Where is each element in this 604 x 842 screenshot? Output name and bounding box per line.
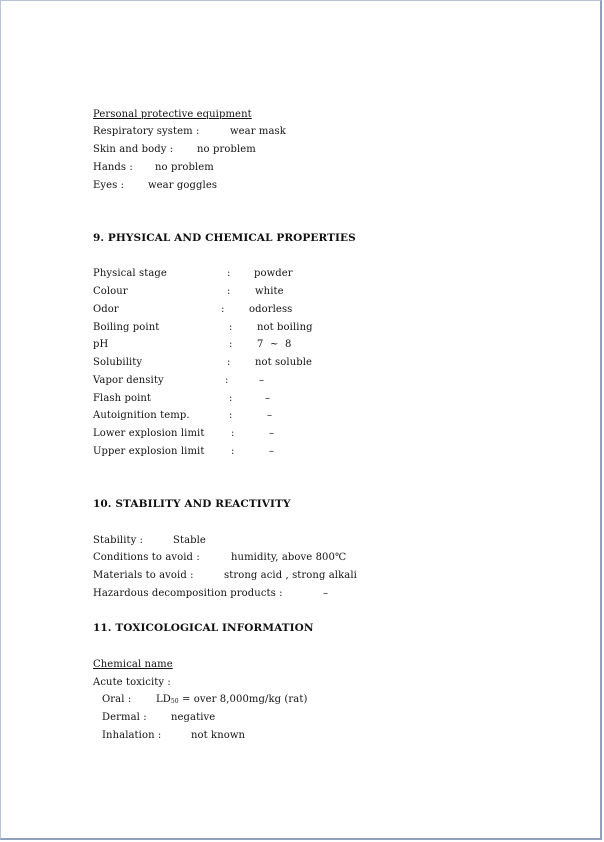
property-row — [93, 375, 264, 387]
property-row — [93, 393, 270, 405]
property-label: Lower explosion limit — [93, 428, 205, 439]
property-label: pH — [93, 339, 109, 350]
inhalation-value: not known — [191, 730, 246, 741]
property-label: Boiling point — [93, 322, 160, 333]
property-colon: : — [229, 322, 233, 333]
ppe-label: Eyes : — [93, 180, 125, 191]
stability-row — [93, 535, 206, 547]
ppe-label: Respiratory system : — [93, 126, 200, 137]
property-colon: : — [227, 357, 231, 368]
ppe-value: no problem — [197, 144, 256, 155]
acute-toxicity-label: Acute toxicity : — [93, 677, 171, 688]
property-colon: : — [229, 393, 233, 404]
stability-label: Materials to avoid : — [93, 570, 194, 581]
property-label: Odor — [93, 304, 119, 315]
ppe-label: Hands : — [93, 162, 133, 173]
ld-symbol: LD — [156, 694, 171, 705]
property-colon: : — [229, 339, 233, 350]
ld-value: = over 8,000mg/kg (rat) — [178, 694, 308, 705]
stability-value: – — [323, 588, 329, 599]
property-row — [93, 304, 292, 316]
ppe-label: Skin and body : — [93, 144, 174, 155]
ppe-hands — [93, 162, 214, 174]
property-row — [93, 410, 272, 422]
oral-label: Oral : — [102, 694, 132, 705]
ppe-value: no problem — [155, 162, 214, 173]
property-value: not soluble — [255, 357, 313, 368]
ppe-value: wear goggles — [148, 180, 218, 191]
property-row — [93, 446, 274, 458]
property-row — [93, 428, 274, 440]
property-value: – — [265, 393, 271, 404]
section-10-title: 10. STABILITY AND REACTIVITY — [93, 498, 291, 510]
property-value: – — [269, 428, 275, 439]
property-label: Physical stage — [93, 268, 167, 279]
property-label: Autoignition temp. — [93, 410, 190, 421]
property-value: not boiling — [257, 322, 313, 333]
section-11-title: 11. TOXICOLOGICAL INFORMATION — [93, 622, 314, 634]
property-value: 7 ~ 8 — [257, 339, 292, 350]
section-9-title: 9. PHYSICAL AND CHEMICAL PROPERTIES — [93, 232, 356, 244]
property-label: Solubility — [93, 357, 143, 368]
property-value: – — [267, 410, 273, 421]
property-value: powder — [254, 268, 293, 279]
property-colon: : — [231, 428, 235, 439]
ld-subscript: 50 — [170, 698, 179, 705]
ppe-respiratory — [93, 126, 286, 138]
property-row — [93, 268, 293, 280]
chemical-name-heading: Chemical name — [93, 659, 173, 670]
property-value: white — [255, 286, 284, 297]
property-label: Colour — [93, 286, 128, 297]
stability-row — [93, 552, 346, 564]
stability-value: humidity, above 800℃ — [231, 552, 347, 563]
property-row — [93, 322, 313, 334]
oral-row — [102, 694, 307, 708]
stability-row — [93, 570, 357, 582]
ppe-eyes — [93, 180, 217, 192]
stability-label: Conditions to avoid : — [93, 552, 200, 563]
property-value: odorless — [249, 304, 293, 315]
property-value: – — [259, 375, 265, 386]
ppe-value: wear mask — [230, 126, 286, 137]
property-colon: : — [221, 304, 225, 315]
property-colon: : — [225, 375, 229, 386]
property-row — [93, 286, 284, 298]
property-colon: : — [227, 268, 231, 279]
dermal-row — [102, 712, 215, 724]
stability-row — [93, 588, 328, 600]
property-colon: : — [231, 446, 235, 457]
property-label: Flash point — [93, 393, 152, 404]
ppe-skin-body — [93, 144, 256, 156]
property-label: Vapor density — [93, 375, 164, 386]
property-value: – — [269, 446, 275, 457]
ppe-heading: Personal protective equipment — [93, 109, 252, 120]
stability-label: Stability : — [93, 535, 144, 546]
oral-value — [156, 694, 307, 708]
inhalation-row — [102, 730, 245, 742]
property-row — [93, 357, 312, 369]
stability-value: Stable — [173, 535, 206, 546]
property-label: Upper explosion limit — [93, 446, 205, 457]
dermal-value: negative — [171, 712, 216, 723]
stability-label: Hazardous decomposition products : — [93, 588, 283, 599]
inhalation-label: Inhalation : — [102, 730, 162, 741]
property-colon: : — [227, 286, 231, 297]
stability-value: strong acid , strong alkali — [224, 570, 357, 581]
property-colon: : — [229, 410, 233, 421]
property-row — [93, 339, 292, 351]
dermal-label: Dermal : — [102, 712, 147, 723]
